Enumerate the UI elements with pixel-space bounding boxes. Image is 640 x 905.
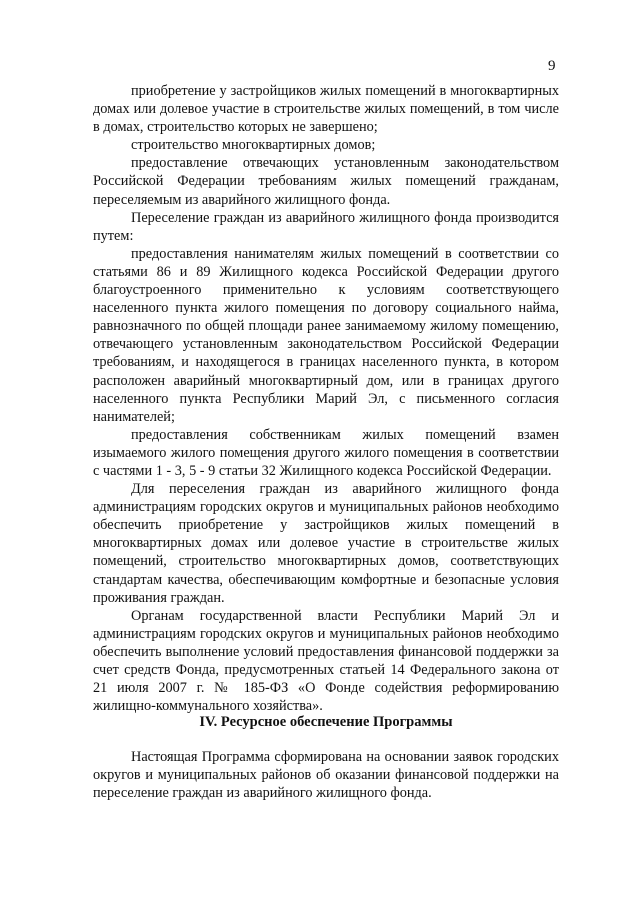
paragraph: предоставления нанимателям жилых помещений в соответствии со статьями 86 и 89 Жилищного кодекса Российской Федерации другого благоустроенного применительно к условиям соответствующего населенного пункта жилого помещения по договору социального найма, равнозначного по общей площади ранее занимаемому жилому помещению, отвечающего установленным законодательством Российской Федерации требованиям, и находящегося в границах населенного пункта, в котором расположен аварийный многоквартирный дом, или в границах другого населенного пункта Республики Марий Эл, с письменного согласия нанимателей; [93,245,559,425]
paragraph: Для переселения граждан из аварийного жилищного фонда администрациям городских округов и муниципальных районов необходимо обеспечить приобретение у застройщиков жилых помещений в многоквартирных домах или долевое участие в строительстве жилых помещений, строительство многоквартирных домов, соответствующих стандартам качества, обеспечивающим комфортные и безопасные условия проживания граждан. [93,481,559,606]
body-text-top [93,82,559,715]
paragraph: Органам государственной власти Республики Марий Эл и администрациям городских округов и муниципальных районов необходимо обеспечить выполнение условий предоставления финансовой поддержки за счет средств Фонда, предусмотренных статьей 14 Федерального закона от 21 июля 2007 г. № 185-ФЗ «О Фонде содействия реформированию жилищно-коммунального хозяйства». [93,607,559,715]
paragraph: Переселение граждан из аварийного жилищного фонда производится путем: [93,209,559,244]
paragraph: Настоящая Программа сформирована на основании заявок городских округов и муниципальных районов об оказании финансовой поддержки на переселение граждан из аварийного жилищного фонда. [93,749,559,802]
body-text-bottom [93,748,559,802]
paragraph: предоставления собственникам жилых помещений взамен изымаемого жилого помещения другого жилого помещения в соответствии с частями 1 - 3, 5 - 9 статьи 32 Жилищного кодекса Российской Федерации. [93,426,559,479]
paragraph: строительство многоквартирных домов; [131,137,376,154]
section-title: IV. Ресурсное обеспечение Программы [199,714,453,730]
paragraph: приобретение у застройщиков жилых помещений в многоквартирных домах или долевое участие в строительстве жилых помещений, в том числе в домах, строительство которых не завершено; [93,83,559,136]
page-number: 9 [548,58,556,74]
paragraph: предоставление отвечающих установленным законодательством Российской Федерации требованиям жилых помещений гражданам, переселяемым из аварийного жилищного фонда. [93,155,559,208]
